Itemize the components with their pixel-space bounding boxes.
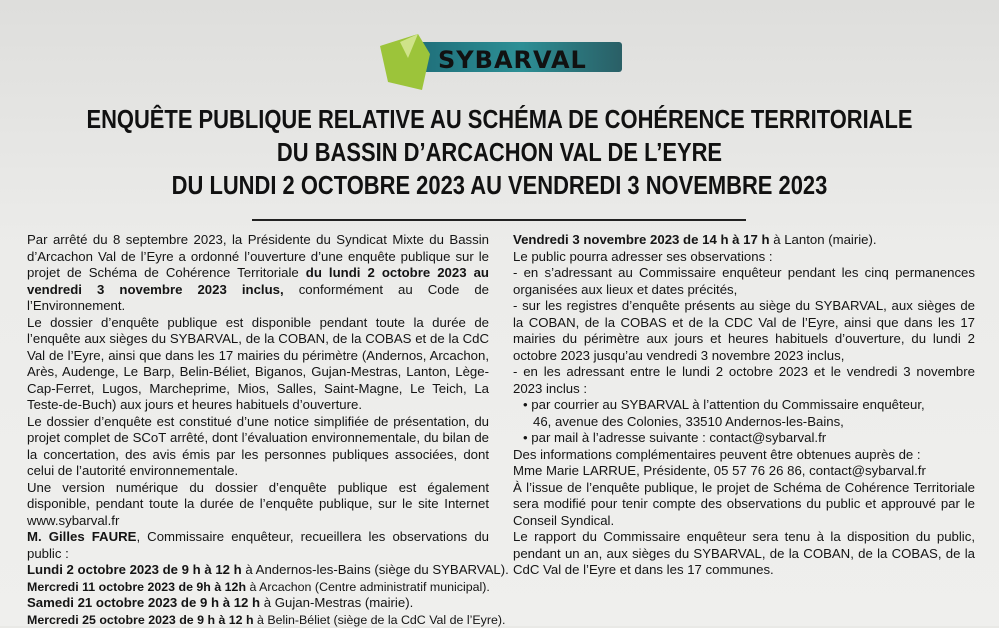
session-item: Vendredi 3 novembre 2023 de 14 h à 17 h à Lanton (mairie).	[513, 232, 975, 249]
session-item: Mercredi 25 octobre 2023 de 9 h à 12 h à Belin-Béliet (siège de la CdC Val de l’Eyre).	[27, 612, 489, 628]
title-line-2: DU BASSIN D’ARCACHON VAL DE L’EYRE	[70, 137, 929, 170]
left-column	[27, 232, 489, 628]
observation-method: - en s’adressant au Commissaire enquêteur pendant les cinq permanences organisées aux lieux et dates précités,	[513, 265, 975, 298]
commissioner-paragraph: M. Gilles FAURE, Commissaire enquêteur, recueillera les observations du public :	[27, 529, 489, 562]
observations-intro: Le public pourra adresser ses observations :	[513, 249, 975, 266]
email-bullet: • par mail à l’adresse suivante : contact@sybarval.fr	[513, 430, 975, 447]
info-paragraph: Des informations complémentaires peuvent être obtenues auprès de :	[513, 447, 975, 464]
availability-paragraph: Le dossier d’enquête publique est disponible pendant toute la durée de l’enquête aux sièges du SYBARVAL, de la COBAN, de la COBAS et de la CdC Val de l’Eyre, ainsi que dans les 17 mairies du périmètre (Andernos, Arcachon, Arès, Audenge, Le Barp, Belin-Béliet, Biganos, Gujan-Mestras, Lanton, Lège-Cap-Ferret, Lugos, Marcheprime, Mios, Salles, Saint-Magne, Le Teich, La Teste-de-Buch) aux jours et heures habituels d’ouverture.	[27, 315, 489, 414]
session-item: Mercredi 11 octobre 2023 de 9h à 12h à Arcachon (Centre administratif municipal).	[27, 579, 489, 596]
postal-address: 46, avenue des Colonies, 33510 Andernos-les-Bains,	[513, 414, 975, 431]
title-line-3: DU LUNDI 2 OCTOBRE 2023 AU VENDREDI 3 NOVEMBRE 2023	[70, 170, 929, 203]
mail-bullet: • par courrier au SYBARVAL à l’attention du Commissaire enquêteur,	[513, 397, 975, 414]
conclusion-paragraph: À l’issue de l’enquête publique, le projet de Schéma de Cohérence Territoriale sera modifié pour tenir compte des observations du public et approuvé par le Conseil Syndical.	[513, 480, 975, 530]
title-divider	[252, 219, 746, 221]
title-line-1: ENQUÊTE PUBLIQUE RELATIVE AU SCHÉMA DE COHÉRENCE TERRITORIALE	[70, 104, 929, 137]
logo-text: SYBARVAL	[438, 46, 587, 74]
sybarval-logo	[378, 32, 626, 92]
observation-method: - en les adressant entre le lundi 2 octobre 2023 et le vendredi 3 novembre 2023 inclus :	[513, 364, 975, 397]
intro-paragraph: Par arrêté du 8 septembre 2023, la Présidente du Syndicat Mixte du Bassin d’Arcachon Val de l’Eyre a ordonné l’ouverture d’une enquête publique sur le projet de Schéma de Cohérence Territoriale du lundi 2 octobre 2023 au vendredi 3 novembre 2023 inclus, conformément au Code de l’Environnement.	[27, 232, 489, 315]
page-title	[0, 104, 999, 203]
observation-method: - sur les registres d’enquête présents au siège du SYBARVAL, aux sièges de la COBAN, de la COBAS et de la CDC Val de l’Eyre, ainsi que dans les 17 mairies du périmètre aux jours et heures habituels d’ouverture, du lundi 2 octobre 2023 jusqu’au vendredi 3 novembre 2023 inclus,	[513, 298, 975, 364]
digital-version-paragraph: Une version numérique du dossier d’enquête publique est également disponible, pendant toute la durée de l’enquête publique, sur le site Internet www.sybarval.fr	[27, 480, 489, 530]
session-item: Samedi 21 octobre 2023 de 9 h à 12 h à Gujan-Mestras (mairie).	[27, 595, 489, 612]
dossier-paragraph: Le dossier d’enquête est constitué d’une notice simplifiée de présentation, du projet complet de SCoT arrêté, dont l’évaluation environnementale, du bilan de la concertation, des avis émis par les personnes publiques associées, dont celui de l’autorité environnementale.	[27, 414, 489, 480]
contact-line: Mme Marie LARRUE, Présidente, 05 57 76 26 86, contact@sybarval.fr	[513, 463, 975, 480]
report-paragraph: Le rapport du Commissaire enquêteur sera tenu à la disposition du public, pendant un an, aux sièges du SYBARVAL, de la COBAN, de la COBAS, de la CdC Val de l’Eyre et dans les 17 communes.	[513, 529, 975, 579]
right-column	[513, 232, 975, 579]
session-item: Lundi 2 octobre 2023 de 9 h à 12 h à Andernos-les-Bains (siège du SYBARVAL).	[27, 562, 489, 579]
